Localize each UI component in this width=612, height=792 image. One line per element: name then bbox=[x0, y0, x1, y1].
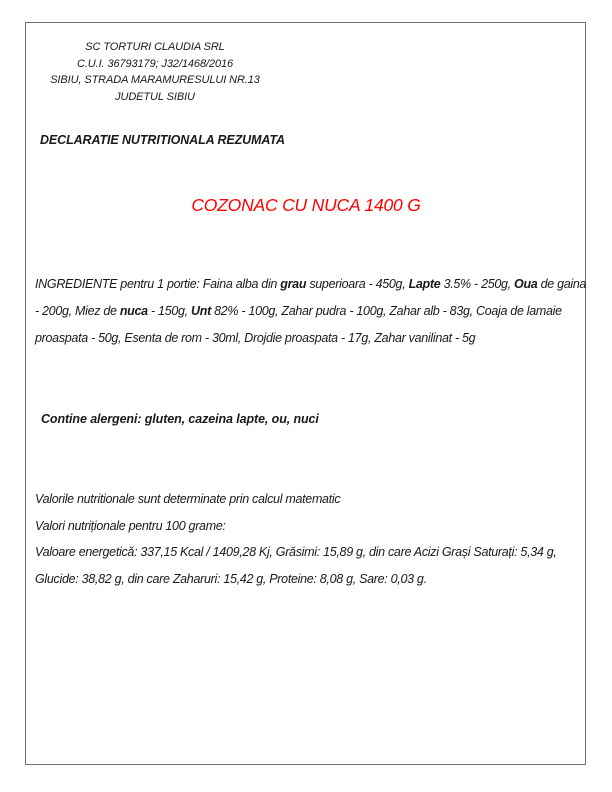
company-registration-line: C.U.I. 36793179; J32/1468/2016 bbox=[76, 57, 233, 70]
nutrition-values-paragraph: Valoare energetică: 337,15 Kcal / 1409,28 Kj, Grăsimi: 15,89 g, din care Acizi Grași Saturați: 5,34 g, Glucide: 38,82 g, din care Zaharuri: 15,42 g, Proteine: 8,08 g, Sare: 0,03 g. bbox=[35, 545, 557, 586]
declaration-title: DECLARATIE NUTRITIONALA REZUMATA bbox=[40, 133, 285, 147]
nutrition-method-line: Valorile nutritionale sunt determinate prin calcul matematic bbox=[35, 492, 341, 506]
ingredient-segment: - 150g, bbox=[147, 303, 191, 318]
company-address-line: SIBIU, STRADA MARAMURESULUI NR.13 bbox=[50, 74, 260, 86]
ingredient-segment: 82% - 100g, Zahar pudra - 100g, Zahar alb - 83g, Coaja de lamaie proaspata - 50g, Esenta de rom - 30ml, Drojdie proaspata - 17g, Zahar vanilinat - 5g bbox=[35, 303, 562, 345]
company-county-line: JUDETUL SIBIU bbox=[115, 90, 195, 103]
ingredient-segment-grau: grau bbox=[280, 276, 307, 291]
ingredient-segment: de gaina - 200g, Miez de bbox=[35, 276, 587, 318]
ingredient-segment-nuca: nuca bbox=[119, 303, 148, 318]
ingredient-segment-lapte: Lapte bbox=[408, 276, 441, 291]
company-name-line: SC TORTURI CLAUDIA SRL bbox=[85, 41, 225, 53]
ingredient-segment: INGREDIENTE pentru 1 portie: Faina alba din bbox=[35, 276, 281, 291]
company-header bbox=[33, 39, 277, 105]
ingredient-segment-oua: Oua bbox=[514, 276, 538, 291]
product-title: COZONAC CU NUCA 1400 G bbox=[191, 195, 421, 215]
ingredients-paragraph bbox=[35, 271, 587, 352]
nutrition-per-100g-line: Valori nutriționale pentru 100 grame: bbox=[35, 518, 226, 533]
ingredient-segment: superioara - 450g, bbox=[306, 276, 409, 291]
ingredient-segment-unt: Unt bbox=[191, 303, 211, 318]
allergens-line: Contine alergeni: gluten, cazeina lapte, ou, nuci bbox=[41, 412, 319, 426]
nutrition-section bbox=[35, 486, 587, 592]
ingredient-segment: 3.5% - 250g, bbox=[440, 276, 515, 291]
